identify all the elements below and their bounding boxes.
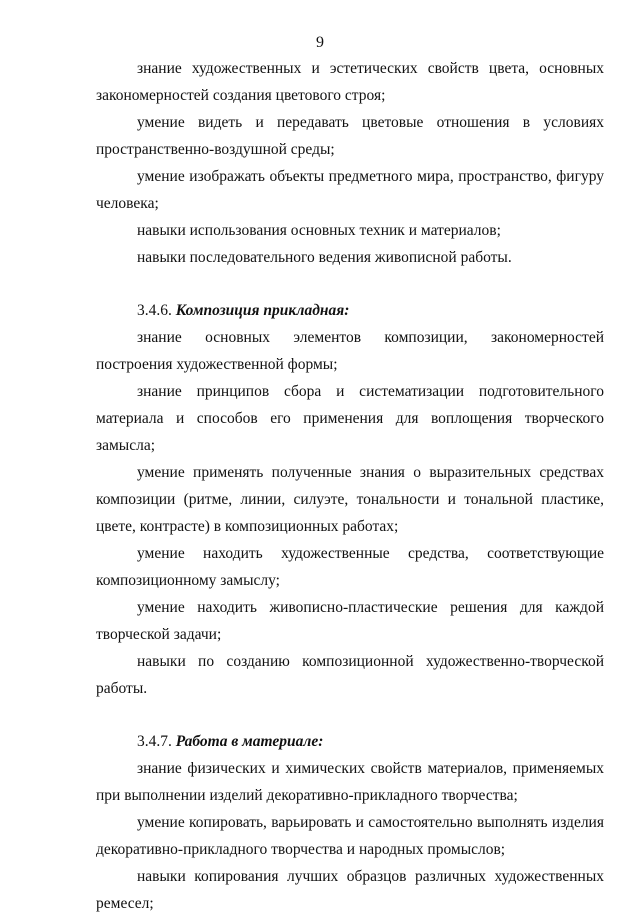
section-title: Работа в материале: <box>175 733 324 750</box>
list-item-painting-sequential-work: навыки последовательного ведения живописной работы. <box>137 249 512 266</box>
section-heading-applied-composition <box>96 297 604 324</box>
list-item-material-copying: умение копировать, варьировать и самостоятельно выполнять изделия декоративно-прикладного творчества и народных промыслов; <box>96 814 604 858</box>
list-item-composition-elements: знание основных элементов композиции, закономерностей построения художественной формы; <box>96 329 604 373</box>
list-item-painting-color-knowledge: знание художественных и эстетических свойств цвета, основных закономерностей создания цветового строя; <box>96 60 604 104</box>
list-item-painting-techniques: навыки использования основных техник и материалов; <box>137 222 501 239</box>
section-spacer <box>96 271 604 297</box>
page-number: 9 <box>316 34 324 51</box>
section-spacer <box>96 702 604 728</box>
list-item-painting-depict-objects: умение изображать объекты предметного мира, пространство, фигуру человека; <box>96 168 604 212</box>
list-item-composition-material-collection: знание принципов сбора и систематизации подготовительного материала и способов его применения для воплощения творческого замысла; <box>96 383 604 454</box>
section-number: 3.4.6. <box>137 302 172 319</box>
section-number: 3.4.7. <box>137 733 172 750</box>
list-item-composition-plastic-solutions: умение находить живописно-пластические решения для каждой творческой задачи; <box>96 599 604 643</box>
list-item-composition-expressive-means: умение применять полученные знания о выразительных средствах композиции (ритме, линии, силуэте, тональности и тональной пластике, цвете, контрасте) в композиционных работах; <box>96 464 604 535</box>
page-content <box>96 55 604 917</box>
list-item-material-properties: знание физических и химических свойств материалов, применяемых при выполнении изделий декоративно-прикладного творчества; <box>96 760 604 804</box>
list-item-painting-color-relations: умение видеть и передавать цветовые отношения в условиях пространственно-воздушной среды; <box>96 114 604 158</box>
list-item-material-crafts: навыки копирования лучших образцов различных художественных ремесел; <box>96 868 604 912</box>
list-item-composition-artistic-means: умение находить художественные средства, соответствующие композиционному замыслу; <box>96 545 604 589</box>
list-item-composition-creative-work: навыки по созданию композиционной художественно-творческой работы. <box>96 653 604 697</box>
section-title: Композиция прикладная: <box>175 302 350 319</box>
section-heading-material-work <box>96 728 604 755</box>
